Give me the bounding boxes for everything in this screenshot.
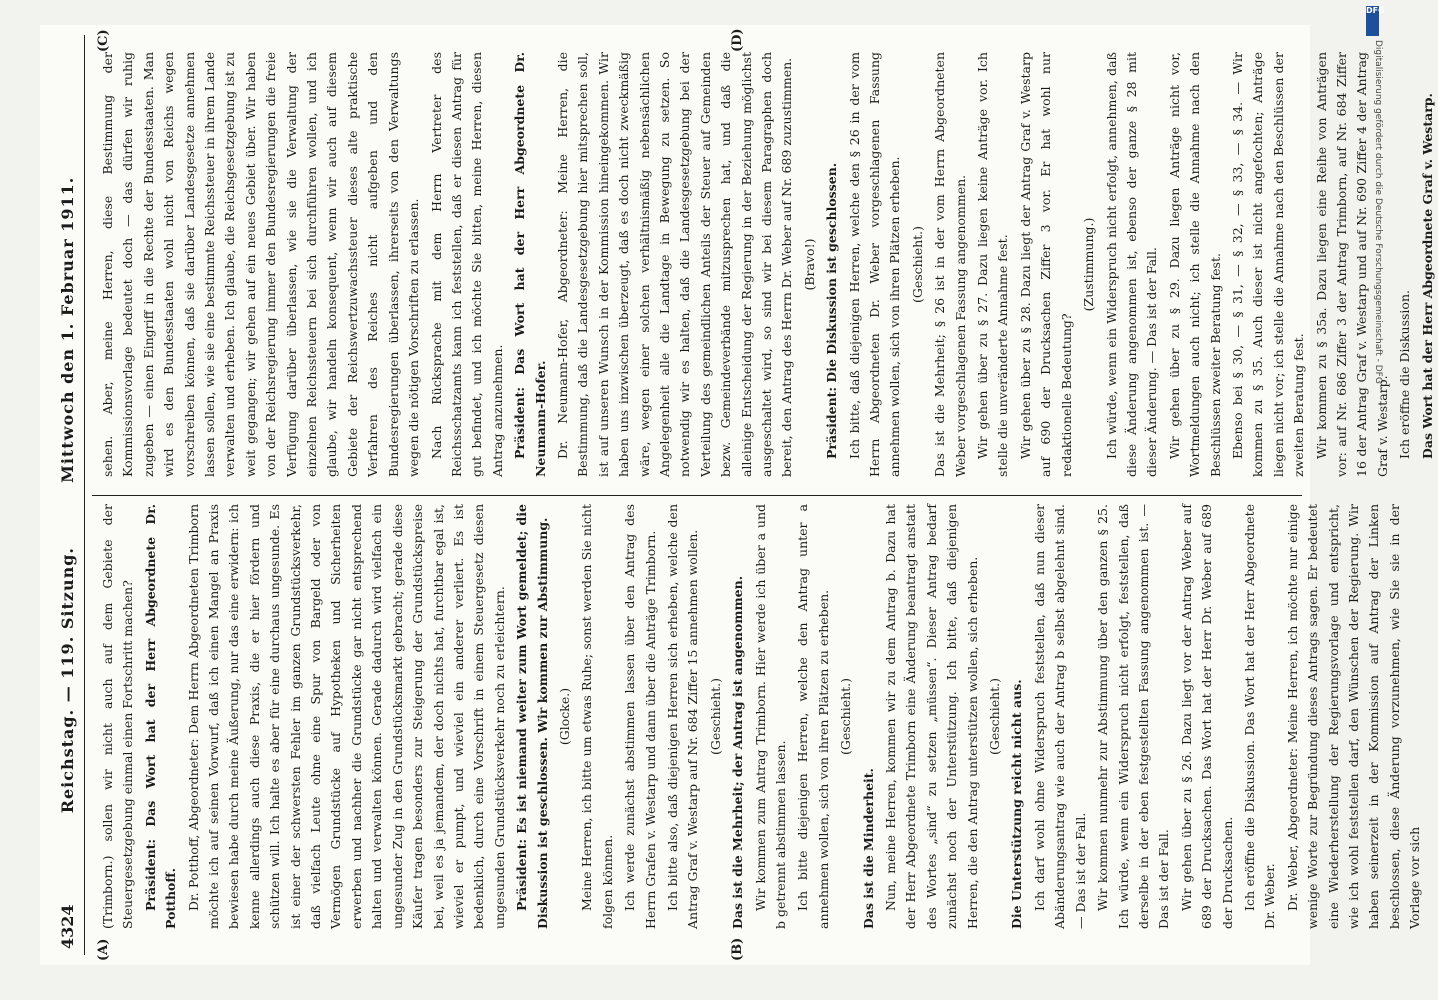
session-title: Reichstag. — 119. Sitzung.: [58, 547, 77, 814]
marker-b: (B): [730, 937, 745, 961]
marker-c: (C): [96, 29, 111, 52]
paragraph: Ich eröffne die Diskussion.: [1397, 290, 1413, 459]
stage-direction: (Bravo!): [801, 238, 817, 291]
paragraph: Präsident: Die Diskussion ist geschlossen.: [824, 162, 840, 459]
page-header: [40, 25, 86, 965]
paragraph: Präsident: Das Wort hat der Herr Abgeordnete Dr. Potthoff.: [142, 504, 179, 929]
paragraph: Dr. Weber, Abgeordneter: Meine Herren, ich möchte nur einige wenige Worte zur Begründung dieses Antrags sagen. Er bedeutet eine Wiederherstellung der Regierungsvorlage und entspricht, wie ich wohl feststellen darf, den Wünschen der Regierung. Wir haben seinerzeit in der Kommission auf Antrag der Linken beschlossen, diese Änderung vorzunehmen, wie Sie sie in der Vorlage vor sich: [1284, 504, 1423, 929]
paragraph: Präsident: Das Wort hat der Herr Abgeordnete Dr. Neumann-Hofer.: [512, 52, 548, 477]
paragraph: Ich bitte also, daß diejenigen Herren sich erheben, welche den Antrag Graf v. Westarp auf Nr. 684 Ziffer 15 annehmen wollen.: [664, 504, 701, 929]
paragraph: Ich werde zunächst abstimmen lassen über den Antrag des Herrn Grafen v. Westarp und dann über die Anträge Trimborn.: [622, 504, 658, 929]
paragraph: Dr. Neumann-Hofer, Abgeordneter: Meine Herren, die Bestimmung, daß die Landesgesetzgebung hier mitsprechen soll, ist auf unseren Wunsch in der Kommission hineingekommen. Wir haben uns inzwischen überzeugt, daß es doch nicht zweckmäßig wäre, wegen einer solchen verhältnismäßig nebensächlichen Angelegenheit alle die Landtage in Bewegung zu setzen. So notwendig wir es halten, daß die Landesgesetzgebung bei der Verteilung des gemeindlichen Anteils der Steuer auf Gemeinden bezw. Gemeindeverbände mitzusprechen hat, und daß die alleinige Entscheidung der Regierung in der Beziehung möglichst ausgeschaltet wird, so sind wir bei diesem Paragraphen doch bereit, den Antrag des Herrn Dr. Weber auf Nr. 689 zuzustimmen.: [554, 52, 795, 477]
paragraph: Wir gehen über zu § 28. Dazu liegt der Antrag Graf v. Westarp auf 690 der Drucksachen Ziffer 3 vor. Er hat wohl nur redaktionelle Bedeutung?: [1017, 52, 1074, 477]
paragraph: Dr. Potthoff, Abgeordneter: Dem Herrn Abgeordneten Trimborn möchte ich auf seinen Vorwurf, daß ich einen Mangel an Praxis bewiesen habe durch meine Äußerung, nur das eine erwidern: ich kenne allerdings auch diese Praxis, die er hier fördern und schützen will. Ich halte es aber für eine durchaus ungesunde. Es ist einer der schwersten Fehler im ganzen Grundstücksverkehr, daß vielfach Leute ohne eine Spur von Bargeld oder von Vermögen Grundstücke auf Hypotheken und Sicherheiten erwerben und nachher die Grundstücke gar nicht entsprechend halten und verwalten können. Gerade dadurch wird vielfach ein ungesunder Zug in den Grundstücksmarkt gebracht; gerade diese Käufer tragen besonders zur Steigerung der Grundstückspreise bei, weil es ja jemandem, der doch nichts hat, furchtbar egal ist, wieviel er pumpt, und wieviel ein anderer verliert. Es ist bedenklich, durch eine Vorschrift in einem Steuergesetz diesen ungesunden Grundstücksverkehr noch zu erleichtern.: [185, 504, 507, 929]
marker-a: (A): [96, 938, 111, 961]
paragraph: Das Wort hat der Herr Abgeordnete Graf v. Westarp.: [1419, 93, 1435, 459]
header-rule: [84, 35, 85, 955]
stage-direction: (Geschieht.): [909, 225, 925, 304]
header-titles: [58, 105, 77, 885]
paragraph: Wir kommen nunmehr zur Abstimmung über den ganzen § 25. Ich würde, wenn ein Widerspruch nicht erfolgt, feststellen, daß derselbe in der eben festgestellten Fassung angenommen ist. — Das ist der Fall.: [1095, 504, 1172, 929]
paragraph: Meine Herren, ich bitte um etwas Ruhe; sonst werden Sie nicht folgen können.: [579, 504, 615, 929]
paragraph: Ebenso bei § 30, — § 31, — § 32, — § 33, — § 34. — Wir kommen zu § 35. Auch dieser ist nicht angefochten; Anträge liegen nicht vor; ich stelle die Annahme nach den Beschlüssen der zweiten Beratung fest.: [1229, 52, 1307, 477]
stage-direction: (Geschieht.): [707, 677, 723, 756]
paragraph: Präsident: Es ist niemand weiter zum Wort gemeldet; die Diskussion ist geschlossen. Wir kommen zur Abstimmung.: [514, 504, 550, 929]
stage-direction: (Zustimmung.): [1081, 217, 1097, 312]
paragraph: Ich würde, wenn ein Widerspruch nicht erfolgt, annehmen, daß diese Änderung angenommen ist, ebenso der ganze § 28 mit dieser Änderung. — Das ist der Fall.: [1103, 52, 1160, 477]
dfg-logo: DFG: [1366, 6, 1379, 36]
paragraph: Wir gehen über zu § 29. Dazu liegen Anträge nicht vor, Wortmeldungen auch nicht; ich stelle die Annahme nach den Beschlüssen zweiter Beratung fest.: [1166, 52, 1223, 477]
paragraph: Ich eröffne die Diskussion. Das Wort hat der Herr Abgeordnete Dr. Weber.: [1241, 504, 1278, 929]
stage-direction: (Geschieht.): [838, 677, 854, 756]
date-title: Mittwoch den 1. Februar 1911.: [58, 176, 77, 483]
stage-direction: (Glocke.): [556, 687, 572, 746]
paragraph: sehen. Aber, meine Herren, diese Bestimmung der Kommissionsvorlage bedeutet doch — das dürfen wir ruhig zugeben — einen Eingriff in die Rechte der Bundesstaaten. Man wird es den Bundesstaaten wohl nicht von Reichs wegen vorschreiben können, daß sie darüber Landesgesetze annehmen lassen sollen, wie sie eine bestimmte Reichssteuer in ihrem Lande verwalten und erheben. Ich glaube, die Reichsgesetzgebung ist zu weit gegangen; wir gehen auf ein neues Gebiet über. Wir haben von der Reichsregierung immer den Bundesregierungen die freie Verfügung darüber überlassen, wie sie die Verwaltung der einzelnen Reichssteuern bei sich durchführen wollen, und ich glaube, wir handeln konsequent, wenn wir auch auf diesem Gebiete der Reichswertzuwachssteuer dieses alte praktische Verfahren des Reiches nicht aufgeben und den Bundesregierungen überlassen, ihrerseits von den Verwaltungs wegen die nötigen Vorschriften zu erlassen.: [100, 52, 422, 477]
paragraph: Ich bitte, daß diejenigen Herren, welche den § 26 in der vom Herrn Abgeordneten Dr. Weber vorgeschlagenen Fassung annehmen wollen, sich von ihren Plätzen erheben.: [846, 52, 903, 477]
paragraph: Die Unterstützung reicht nicht aus.: [1009, 679, 1025, 929]
marker-d: (D): [730, 28, 745, 52]
page-number: 4324: [58, 904, 77, 949]
stage-direction: (Geschieht.): [987, 677, 1003, 756]
paragraph: Nach Rücksprache mit dem Herrn Vertreter des Reichsschatzamts kann ich feststellen, daß er diesen Antrag für gut befindet, und ich möchte Sie bitten, meine Herren, diesen Antrag anzunehmen.: [428, 52, 505, 477]
paragraph: Wir gehen über zu § 27. Dazu liegen keine Anträge vor. Ich stelle die unveränderte Annahme fest.: [975, 52, 1011, 477]
paragraph: Wir kommen zum Antrag Trimborn. Hier werde ich über a und b getrennt abstimmen lassen.: [752, 504, 788, 929]
digitization-credit: Digitalisierung gefördert durch die Deutsche Forschungsgemeinschaft - DFG: [1373, 40, 1383, 384]
paragraph: Das ist die Minderheit.: [860, 768, 876, 929]
paragraph: Ich bitte diejenigen Herren, welche den Antrag unter a annehmen wollen, sich von ihren Plätzen zu erheben.: [795, 504, 831, 929]
left-column: [98, 504, 1423, 929]
paragraph: Das ist die Mehrheit; § 26 ist in der vom Herrn Abgeordneten Weber vorgeschlagenen Fassung angenommen.: [932, 52, 968, 477]
paragraph: Wir gehen über zu § 26. Dazu liegt vor der Antrag Weber auf 689 der Drucksachen. Das Wort hat der Herr Dr. Weber auf 689 der Drucksachen.: [1178, 504, 1235, 929]
paragraph: Ich darf wohl ohne Widerspruch feststellen, daß nun dieser Abänderungsantrag wie auch der Antrag b selbst abgelehnt sind. — Das ist der Fall.: [1031, 504, 1088, 929]
paragraph: Wir kommen zu § 35a. Dazu liegen eine Reihe von Anträgen vor: auf Nr. 686 Ziffer 3 der Antrag Trimborn, auf Nr. 684 Ziffer 16 der Antrag Graf v. Westarp und auf Nr. 690 Ziffer 4 der Antrag Graf v. Westarp.: [1313, 52, 1390, 477]
paragraph: (Trimborn.) sollen wir nicht auch auf dem Gebiete der Steuergesetzgebung einmal einen Fortschritt machen?: [100, 504, 136, 929]
paragraph: Nun, meine Herren, kommen wir zu dem Antrag b. Dazu hat der Herr Abgeordnete Trimborn eine Änderung beantragt anstatt des Wortes „sind“ zu setzen „müssen“. Dieser Antrag bedarf zunächst noch der Unterstützung. Ich bitte, daß diejenigen Herren, die den Antrag unterstützen wollen, sich erheben.: [883, 504, 980, 929]
paragraph: Das ist die Mehrheit; der Antrag ist angenommen.: [730, 575, 746, 929]
column-divider: [92, 495, 1302, 496]
